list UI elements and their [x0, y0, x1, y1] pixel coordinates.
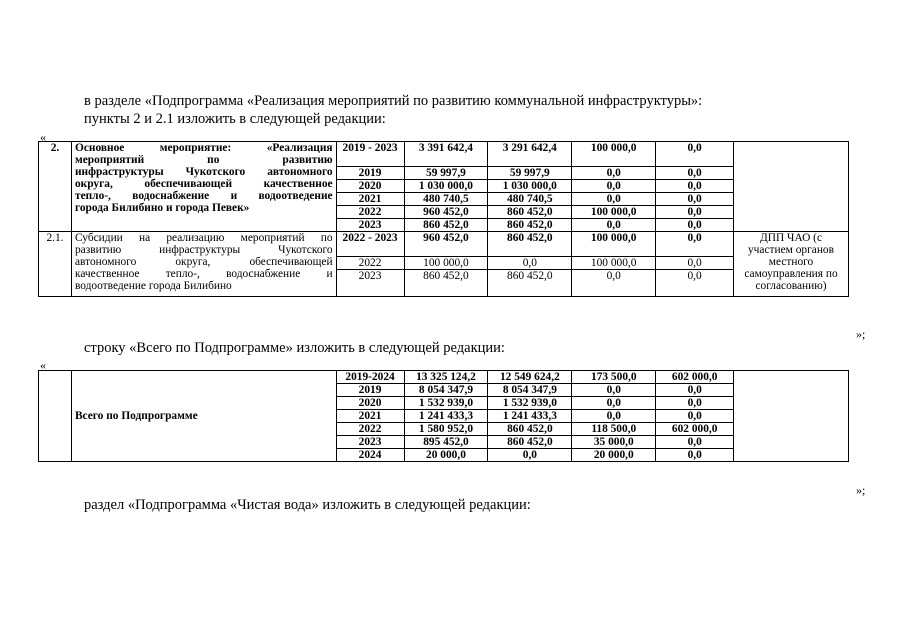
total-cell: 100 000,0: [404, 257, 488, 270]
value-cell: 0,0: [656, 232, 734, 257]
year-cell: 2024: [336, 449, 404, 462]
value-cell: 860 452,0: [488, 219, 572, 232]
value-cell: 0,0: [656, 270, 734, 297]
value-cell: 0,0: [656, 206, 734, 219]
value-cell: 0,0: [572, 397, 656, 410]
year-cell: 2022 - 2023: [336, 232, 404, 257]
year-cell: 2020: [336, 397, 404, 410]
outro-text: раздел «Подпрограмма «Чистая вода» изложить в следующей редакции:: [84, 497, 531, 513]
value-cell: 0,0: [656, 436, 734, 449]
table-row: [39, 142, 849, 167]
total-cell: 860 452,0: [404, 270, 488, 297]
mid-text: строку «Всего по Подпрограмме» изложить в следующей редакции:: [84, 340, 505, 356]
value-cell: 0,0: [488, 449, 572, 462]
value-cell: 0,0: [656, 449, 734, 462]
value-cell: 0,0: [656, 180, 734, 193]
value-cell: 0,0: [656, 257, 734, 270]
value-cell: 0,0: [656, 219, 734, 232]
quote-open-1: «: [40, 130, 46, 144]
total-label: Всего по Подпрограмме: [71, 371, 336, 462]
value-cell: 12 549 624,2: [488, 371, 572, 384]
year-cell: 2022: [336, 206, 404, 219]
year-cell: 2022: [336, 423, 404, 436]
value-cell: 0,0: [656, 142, 734, 167]
year-cell: 2019-2024: [336, 371, 404, 384]
value-cell: 0,0: [572, 219, 656, 232]
value-cell: 0,0: [572, 410, 656, 423]
value-cell: 118 500,0: [572, 423, 656, 436]
table-subprogram-total: [38, 370, 849, 462]
table-row: [39, 232, 849, 257]
item-name: Субсидии на реализацию мероприятий по развитию инфраструктуры Чукотского автономного округа, обеспечивающей качественное тепло-, водоснабжение и водоотведение города Билибино: [71, 232, 336, 297]
total-cell: 480 740,5: [404, 193, 488, 206]
value-cell: 1 241 433,3: [488, 410, 572, 423]
total-cell: 1 532 939,0: [404, 397, 488, 410]
total-cell: 860 452,0: [404, 219, 488, 232]
value-cell: 8 054 347,9: [488, 384, 572, 397]
intro-line-2: пункты 2 и 2.1 изложить в следующей редакции:: [84, 111, 386, 127]
total-cell: 960 452,0: [404, 232, 488, 257]
value-cell: 0,0: [572, 180, 656, 193]
year-cell: 2020: [336, 180, 404, 193]
total-cell: 1 241 433,3: [404, 410, 488, 423]
quote-close-2: »;: [856, 483, 866, 497]
value-cell: 100 000,0: [572, 257, 656, 270]
value-cell: 59 997,9: [488, 167, 572, 180]
value-cell: 173 500,0: [572, 371, 656, 384]
executor-cell: ДПП ЧАО (с участием органов местного самоуправления по согласованию): [734, 232, 849, 297]
executor-cell: [734, 142, 849, 232]
executor-cell: [734, 371, 849, 462]
year-cell: 2023: [336, 219, 404, 232]
value-cell: 0,0: [656, 193, 734, 206]
year-cell: 2023: [336, 436, 404, 449]
value-cell: 0,0: [656, 167, 734, 180]
year-cell: 2023: [336, 270, 404, 297]
value-cell: 860 452,0: [488, 206, 572, 219]
value-cell: 480 740,5: [488, 193, 572, 206]
total-cell: 59 997,9: [404, 167, 488, 180]
year-cell: 2019: [336, 167, 404, 180]
total-cell: 1 580 952,0: [404, 423, 488, 436]
item-number: 2.: [39, 142, 72, 232]
value-cell: 3 291 642,4: [488, 142, 572, 167]
year-cell: 2019 - 2023: [336, 142, 404, 167]
item-name: Основное мероприятие: «Реализация мероприятий по развитию инфраструктуры Чукотского автономного округа, обеспечивающей качественное тепло-, водоснабжение и водоотведение города Билибино и города Певек»: [71, 142, 336, 232]
value-cell: 860 452,0: [488, 436, 572, 449]
value-cell: 0,0: [572, 384, 656, 397]
value-cell: 100 000,0: [572, 142, 656, 167]
value-cell: 1 532 939,0: [488, 397, 572, 410]
table-row: [39, 371, 849, 384]
total-cell: 20 000,0: [404, 449, 488, 462]
value-cell: 0,0: [572, 193, 656, 206]
value-cell: 1 030 000,0: [488, 180, 572, 193]
total-cell: 13 325 124,2: [404, 371, 488, 384]
year-cell: 2021: [336, 410, 404, 423]
value-cell: 0,0: [572, 270, 656, 297]
value-cell: 860 452,0: [488, 423, 572, 436]
total-cell: 3 391 642,4: [404, 142, 488, 167]
value-cell: 602 000,0: [656, 371, 734, 384]
value-cell: 35 000,0: [572, 436, 656, 449]
quote-open-2: «: [40, 358, 46, 372]
value-cell: 602 000,0: [656, 423, 734, 436]
value-cell: 0,0: [572, 167, 656, 180]
value-cell: 860 452,0: [488, 232, 572, 257]
year-cell: 2021: [336, 193, 404, 206]
value-cell: 100 000,0: [572, 232, 656, 257]
item-number: 2.1.: [39, 232, 72, 297]
total-cell: 8 054 347,9: [404, 384, 488, 397]
value-cell: 860 452,0: [488, 270, 572, 297]
year-cell: 2022: [336, 257, 404, 270]
table-subprogram-items: [38, 141, 849, 297]
total-cell: 895 452,0: [404, 436, 488, 449]
intro-line-1: в разделе «Подпрограмма «Реализация мероприятий по развитию коммунальной инфраструктуры»:: [84, 93, 703, 109]
total-cell: 1 030 000,0: [404, 180, 488, 193]
value-cell: 0,0: [656, 384, 734, 397]
year-cell: 2019: [336, 384, 404, 397]
value-cell: 20 000,0: [572, 449, 656, 462]
value-cell: 0,0: [656, 410, 734, 423]
value-cell: 0,0: [656, 397, 734, 410]
empty-cell: [39, 371, 72, 462]
value-cell: 100 000,0: [572, 206, 656, 219]
total-cell: 960 452,0: [404, 206, 488, 219]
quote-close-1: »;: [856, 327, 866, 341]
value-cell: 0,0: [488, 257, 572, 270]
